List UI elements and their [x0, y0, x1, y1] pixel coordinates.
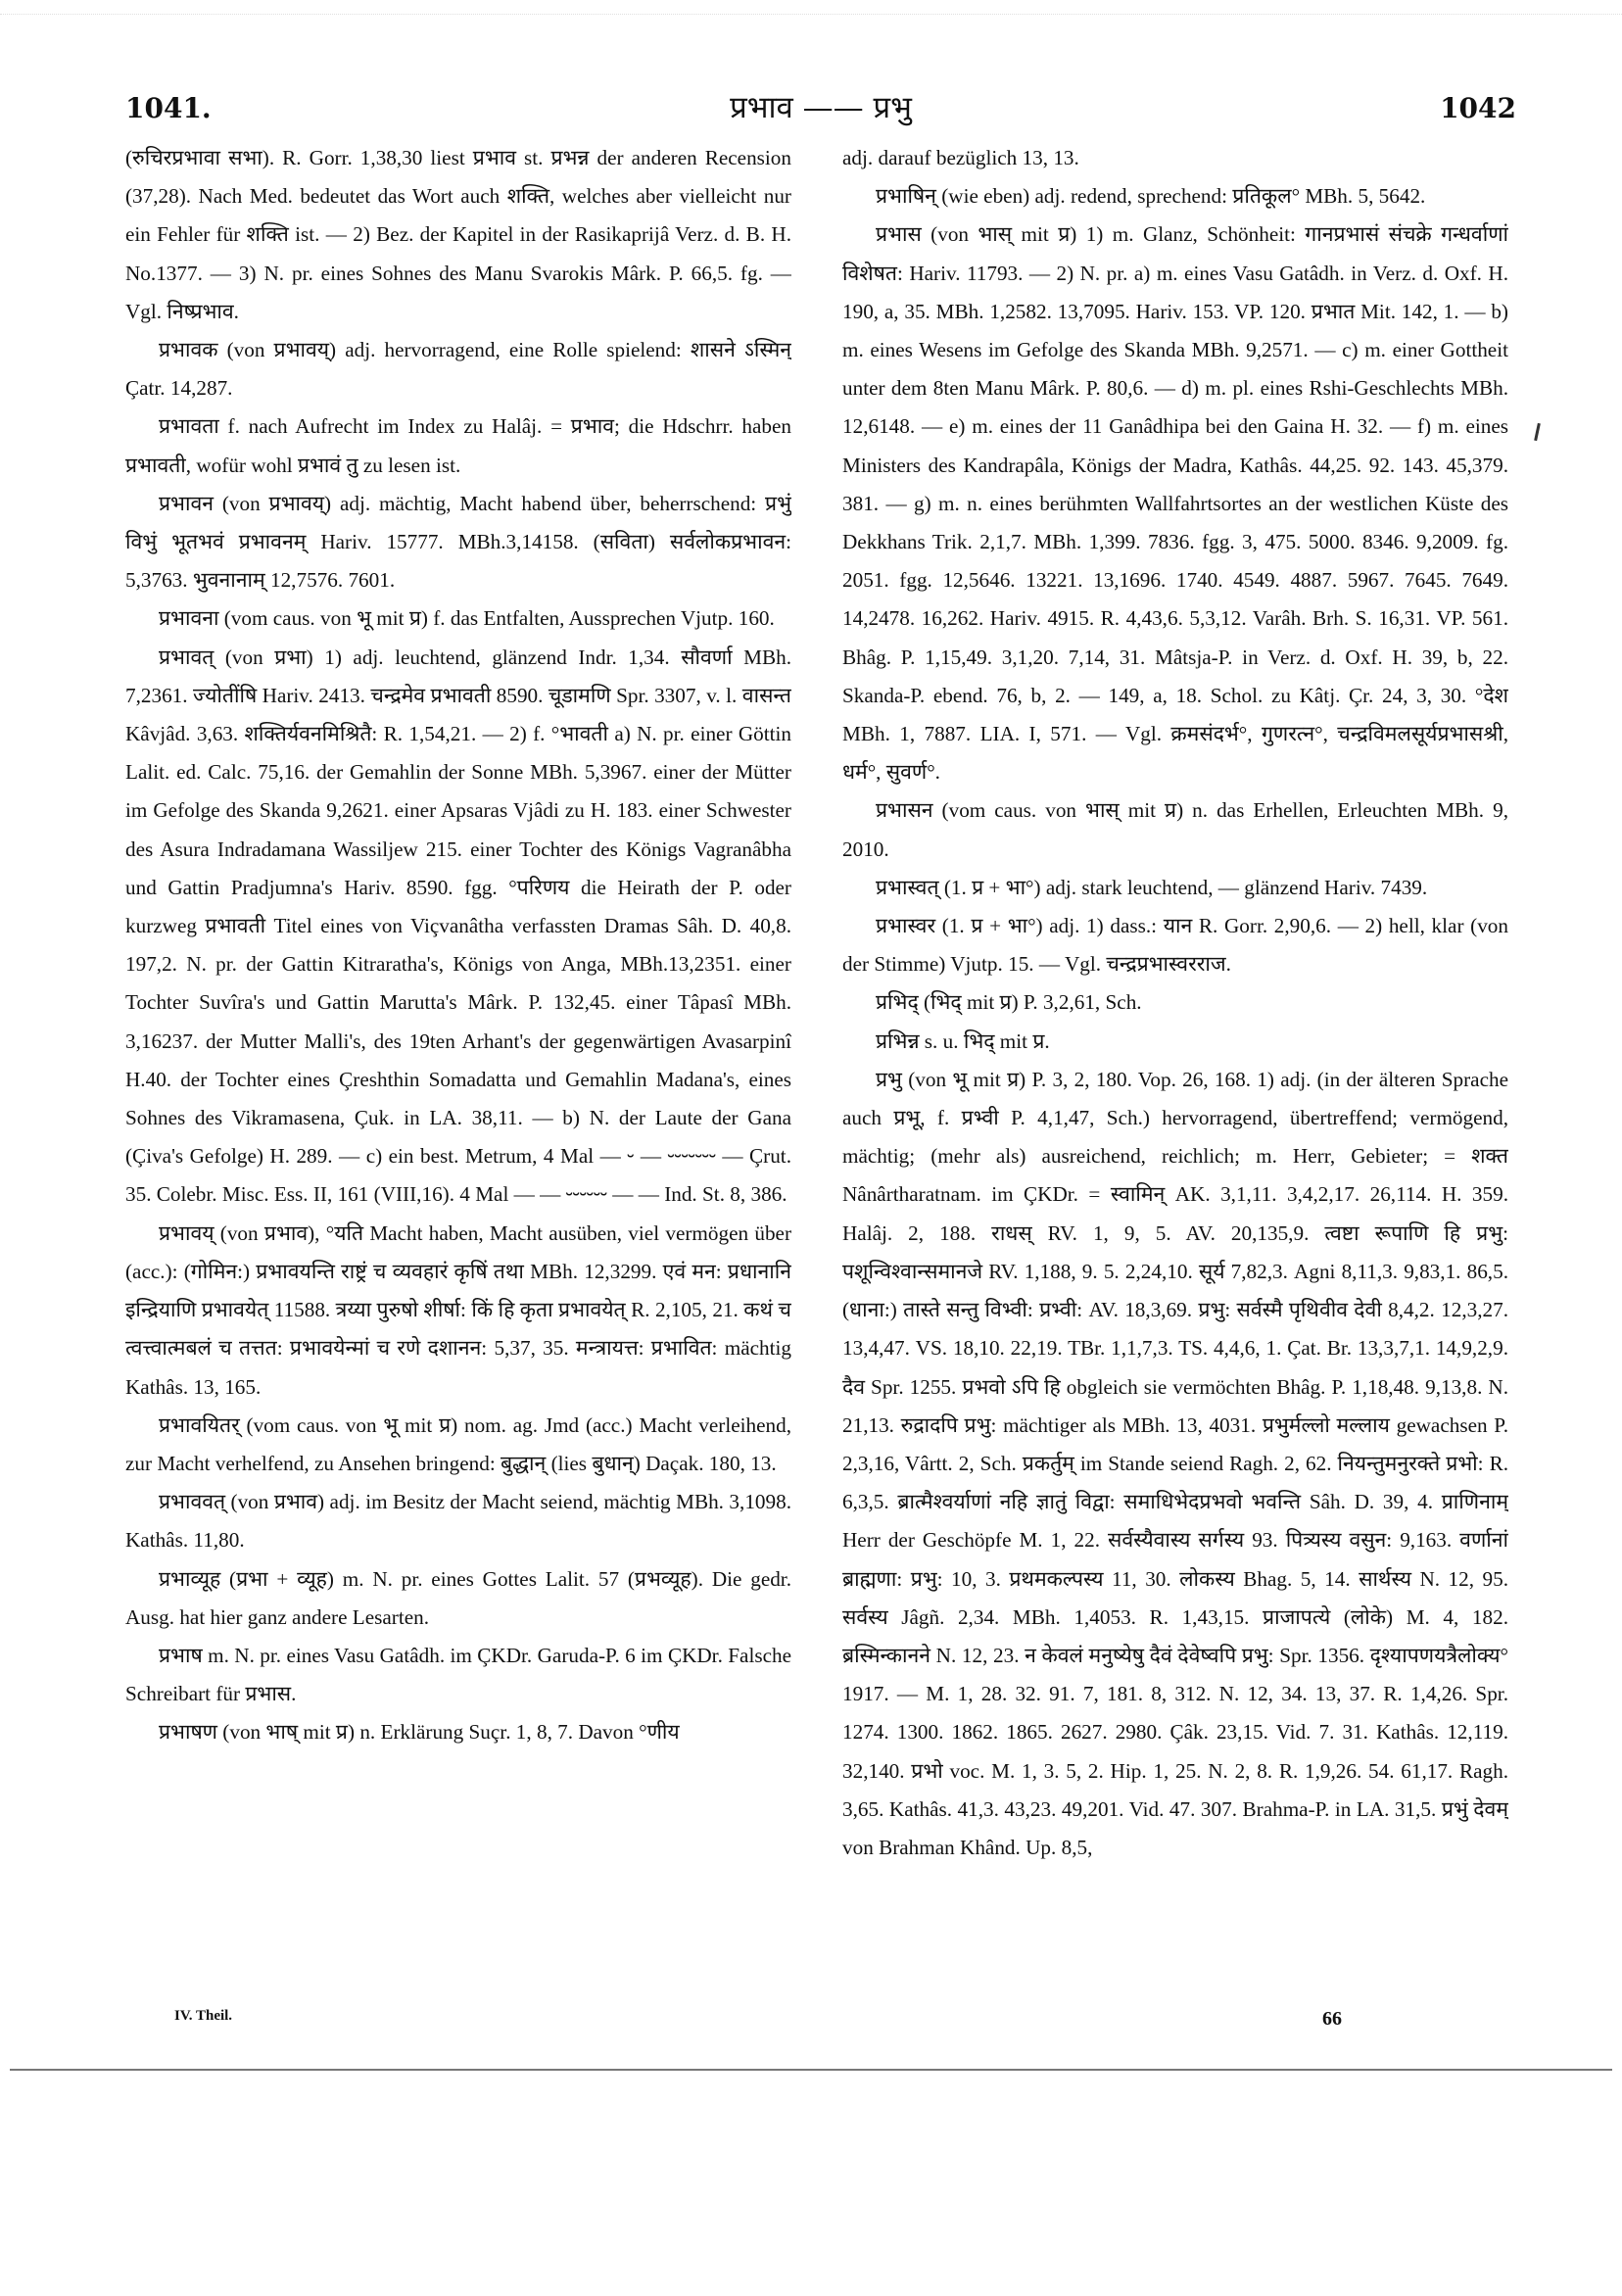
- dictionary-entry: प्रभावक (von प्रभावय्) adj. hervorragend, eine Rolle spielend: शासने ऽस्मिन् Çatr. 14,287.: [125, 338, 791, 401]
- dictionary-entry: प्रभाषिन् (wie eben) adj. redend, sprechend: प्रतिकूल° MBh. 5, 5642.: [876, 184, 1426, 209]
- dictionary-entry: प्रभासन (vom caus. von भास् mit प्र) n. das Erhellen, Erleuchten MBh. 9, 2010.: [842, 798, 1508, 861]
- dictionary-entry: प्रभाषण (von भाष् mit प्र) n. Erklärung Suçr. 1, 8, 7. Davon °णीय: [159, 1720, 680, 1745]
- dictionary-entry: प्रभावत् (von प्रभा) 1) adj. leuchtend, glänzend Indr. 1,34. सौवर्णा MBh. 7,2361. ज्योतींषि Hariv. 2413. चन्द्रमेव प्रभावती 8590. चूडामणि Spr. 3307, v. l. वासन्त Kâvjâd. 3,63. शक्तिर्यवनमिश्रितै: R. 1,54,21. — 2) f. °भावती a) N. pr. einer Göttin Lalit. ed. Calc. 75,16. der Gemahlin der Sonne MBh. 5,3967. einer der Mütter im Gefolge des Skanda 9,2621. einer Apsaras Vjâdi zu H. 183. einer Schwester des Asura Indradamana Wassiljew 215. einer Tochter des Königs Vagranâbha und Gattin Pradjumna's Hariv. 8590. fgg. °परिणय die Heirath der P. oder kurzweg प्रभावती Titel eines von Viçvanâtha verfassten Dramas Sâh. D. 40,8. 197,2. N. pr. der Gattin Kitraratha's, Königs von Anga, MBh.13,2351. einer Tochter Suvîra's und Gattin Marutta's Mârk. P. 132,45. einer Tâpasî MBh. 3,16237. der Mutter Malli's, des 19ten Arhant's der gegenwärtigen Avasarpinî H.40. der Tochter eines Çreshthin Somadatta und Gemahlin Madana's, eines Sohnes des Vikramasena, Çuk. in LA. 38,11. — b) N. der Laute der Gana (Çiva's Gefolge) H. 289. — c) ein best. Metrum, 4 Mal — ⏑ — ⏑⏑⏑⏑⏑⏑⏑ — Çrut. 35. Colebr. Misc. Ess. II, 161 (VIII,16). 4 Mal — — ⏑⏑⏑⏑⏑⏑ — — Ind. St. 8, 386.: [125, 645, 791, 1207]
- page-header: [125, 78, 1516, 127]
- bottom-rule: [10, 2069, 1612, 2071]
- dictionary-entry: प्रभावन (von प्रभावय्) adj. mächtig, Macht habend über, beherrschend: प्रभुं विभुं भूतभवं प्रभावनम् Hariv. 15777. MBh.3,14158. (सविता) सर्वलोकप्रभावन: 5,3763. भुवनानाम् 12,7576. 7601.: [125, 491, 791, 593]
- dictionary-entry: प्रभावना (vom caus. von भू mit प्र) f. das Entfalten, Aussprechen Vjutp. 160.: [159, 606, 775, 631]
- ink-speck: [1534, 423, 1541, 441]
- page-number-right: 1042: [1440, 92, 1516, 124]
- dictionary-entry: प्रभास्वर (1. प्र + भा°) adj. 1) dass.: यान R. Gorr. 2,90,6. — 2) hell, klar (von der Stimme) Vjutp. 15. — Vgl. चन्द्रप्रभास्वरराज.: [842, 914, 1508, 977]
- dictionary-entry: प्रभाष m. N. pr. eines Vasu Gatâdh. im ÇKDr. Garuda-P. 6 im ÇKDr. Falsche Schreibart für प्रभास.: [125, 1643, 791, 1706]
- entry-continuation: (रुचिरप्रभावा सभा). R. Gorr. 1,38,30 liest प्रभाव st. प्रभन्न der anderen Recension (37,28). Nach Med. bedeutet das Wort auch शक्ति, welches aber vielleicht nur ein Fehler für शक्ति ist. — 2) Bez. der Kapitel in der Rasikaprijâ Verz. d. B. H. No.1377. — 3) N. pr. eines Sohnes des Manu Svarokis Mârk. P. 66,5. fg. — Vgl. निष्प्रभाव.: [125, 146, 791, 323]
- dictionary-entry: प्रभावयितर् (vom caus. von भू mit प्र) nom. ag. Jmd (acc.) Macht verleihend, zur Macht verhelfend, zu Ansehen bringend: बुद्धान् (lies बुधान्) Daçak. 180, 13.: [125, 1412, 791, 1475]
- dictionary-entry: प्रभाववत् (von प्रभाव) adj. im Besitz der Macht seiend, mächtig MBh. 3,1098. Kathâs. 11,80.: [125, 1490, 791, 1553]
- top-border: [0, 0, 1622, 15]
- dictionary-entry: प्रभिन्न s. u. भिद् mit प्र.: [876, 1028, 1050, 1053]
- page-number-left: 1041.: [125, 92, 212, 124]
- volume-signature: IV. Theil.: [174, 2008, 233, 2024]
- dictionary-entry: प्रभास्वत् (1. प्र + भा°) adj. stark leuchtend, — glänzend Hariv. 7439.: [876, 875, 1428, 899]
- entry-continuation: adj. darauf bezüglich 13, 13.: [842, 146, 1079, 169]
- left-column: [125, 139, 791, 2020]
- sheet-number: 66: [1322, 2008, 1342, 2030]
- running-head: प्रभाव —— प्रभु: [730, 90, 912, 125]
- dictionary-entry: प्रभास (von भास् mit प्र) 1) m. Glanz, Schönheit: गानप्रभासं संचक्रे गन्धर्वाणां विशेषत: Hariv. 11793. — 2) N. pr. a) m. eines Vasu Gatâdh. in Verz. d. Oxf. H. 190, a, 35. MBh. 1,2582. 13,7095. Hariv. 153. VP. 120. प्रभात Mit. 142, 1. — b) m. eines Wesens im Gefolge des Skanda MBh. 9,2571. — c) m. einer Gottheit unter dem 8ten Manu Mârk. P. 80,6. — d) m. pl. eines Rshi-Geschlechts MBh. 12,6148. — e) m. eines der 11 Ganâdhipa bei den Gaina H. 32. — f) m. eines Ministers des Kandrapâla, Königs der Madra, Kathâs. 44,25. 92. 143. 45,379. 381. — g) m. n. eines berühmten Wallfahrtsortes an der westlichen Küste des Dekkhans Trik. 2,1,7. MBh. 1,399. 7836. fgg. 3, 475. 5000. 8346. 9,2009. fg. 2051. fgg. 12,5646. 13221. 13,1696. 1740. 4549. 4887. 5967. 7645. 7649. 14,2478. 16,262. Hariv. 4915. R. 4,43,6. 5,3,12. Varâh. Brh. S. 16,31. VP. 561. Bhâg. P. 1,15,49. 3,1,20. 7,14, 31. Mâtsja-P. in Verz. d. Oxf. H. 39, b, 22. Skanda-P. ebend. 76, b, 2. — 149, a, 18. Schol. zu Kâtj. Çr. 24, 3, 30. °देश MBh. 1, 7887. LIA. I, 571. — Vgl. क्रमसंदर्भ°, गुणरत्न°, चन्द्रविमलसूर्यप्रभासश्री, धर्म°, सुवर्ण°.: [842, 222, 1508, 785]
- dictionary-entry: प्रभु (von भू mit प्र) P. 3, 2, 180. Vop. 26, 168. 1) adj. (in der älteren Sprache auch प्रभू, f. प्रभ्वी P. 4,1,47, Sch.) hervorragend, übertreffend; vermögend, mächtig; (mehr als) ausreichend, reichlich; m. Herr, Gebieter; = शक्त Nânârtharatnam. im ÇKDr. = स्वामिन् AK. 3,1,11. 3,4,2,17. 26,114. H. 359. Halâj. 2, 188. राधस् RV. 1, 9, 5. AV. 20,135,9. त्वष्टा रूपाणि हि प्रभु: पशून्विश्वान्समानजे RV. 1,188, 9. 5. 2,24,10. सूर्य 7,82,3. Agni 8,11,3. 9,83,1. 86,5. (धाना:) तास्ते सन्तु विभ्वी: प्रभ्वी: AV. 18,3,69. प्रभु: सर्वस्मै पृथिवीव देवी 8,4,2. 12,3,27. 13,4,47. VS. 18,10. 22,19. TBr. 1,1,7,3. TS. 4,4,6, 1. Çat. Br. 13,3,7,1. 14,9,2,9. दैव Spr. 1255. प्रभवो ऽपि हि obgleich sie vermöchten Bhâg. P. 1,18,48. 9,13,8. N. 21,13. रुद्रादपि प्रभु: mächtiger als MBh. 13, 4031. प्रभुर्मल्लो मल्लाय gewachsen P. 2,3,16, Vârtt. 2, Sch. प्रकर्तुम् im Stande seiend Ragh. 2, 62. नियन्तुमनुरक्ते प्रभो: R. 6,3,5. ब्रात्मैश्वर्याणां नहि ज्ञातुं विद्वा: समाधिभेदप्रभवो भवन्ति Sâh. D. 39, 4. प्राणिनाम् Herr der Geschöpfe M. 1, 22. सर्वस्यैवास्य सर्गस्य 93. पित्र्यस्य वसुन: 9,163. वर्णानां ब्राह्मणा: प्रभु: 10, 3. प्रथमकल्पस्य 11, 30. लोकस्य Bhag. 5, 14. सार्थस्य N. 12, 95. सर्वस्य Jâgñ. 2,34. MBh. 1,4053. R. 1,43,15. प्राजापत्ये (लोके) M. 4, 182. ब्रस्मिन्कानने N. 12, 23. न केवलं मनुष्येषु दैवं देवेष्वपि प्रभु: Spr. 1356. दृश्यापणयत्रैलोक्य° 1917. — M. 1, 28. 32. 91. 7, 181. 8, 312. N. 12, 34. 13, 37. R. 1,4,26. Spr. 1274. 1300. 1862. 1865. 2627. 2980. Çâk. 23,15. Vid. 7. 31. Kathâs. 12,119. 32,140. प्रभो voc. M. 1, 3. 5, 2. Hip. 1, 25. N. 2, 8. R. 1,9,26. 54. 61,17. Ragh. 3,65. Kathâs. 41,3. 43,23. 49,201. Vid. 47. 307. Brahma-P. in LA. 31,5. प्रभुं देवम् von Brahman Khând. Up. 8,5,: [842, 1067, 1508, 1859]
- dictionary-entry: प्रभाव्यूह (प्रभा + व्यूह) m. N. pr. eines Gottes Lalit. 57 (प्रभव्यूह). Die gedr. Ausg. hat hier ganz andere Lesarten.: [125, 1566, 791, 1629]
- dictionary-entry: प्रभावय् (von प्रभाव), °यति Macht haben, Macht ausüben, viel vermögen über (acc.): (गोमिन:) प्रभावयन्ति राष्ट्रं च व्यवहारं कृषिं तथा MBh. 12,3299. एवं मन: प्रधानानि इन्द्रियाणि प्रभावयेत् 11588. त्रय्या पुरुषो शीर्षा: किं हि कृता प्रभावयेत् R. 2,105, 21. कथं च त्वत्त्वात्मबलं च तत्तत: प्रभावयेन्मां च रणे दशानन: 5,37, 35. मन्त्रायत्त: प्रभावित: mächtig Kathâs. 13, 165.: [125, 1220, 791, 1399]
- dictionary-entry: प्रभावता f. nach Aufrecht im Index zu Halâj. = प्रभाव; die Hdschrr. haben प्रभावती, wofür wohl प्रभावं तु zu lesen ist.: [125, 414, 791, 477]
- dictionary-entry: प्रभिद् (भिद् mit प्र) P. 3,2,61, Sch.: [876, 990, 1142, 1015]
- right-column: [842, 139, 1508, 2020]
